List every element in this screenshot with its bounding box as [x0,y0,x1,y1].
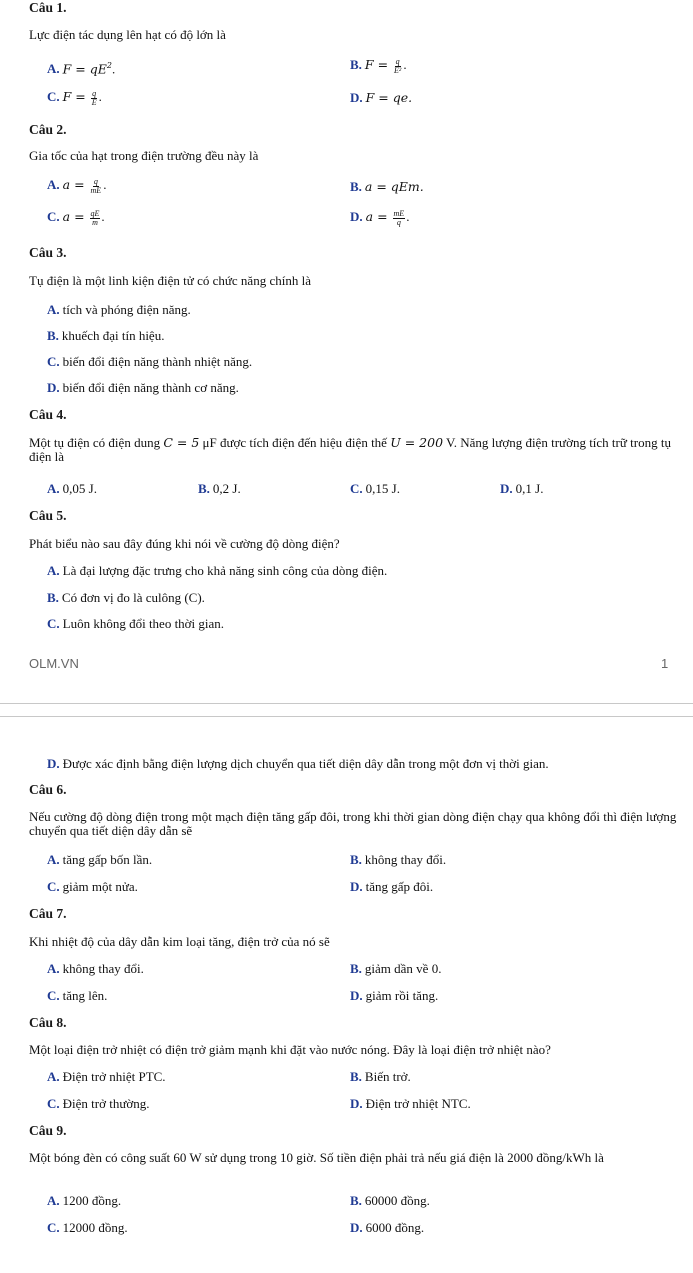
option-d[interactable] [350,879,433,895]
option-letter: B. [350,179,362,194]
option-math: F = [62,89,90,104]
option-math: a = qEm. [364,179,424,194]
option-letter: B. [198,481,210,496]
option-letter: A. [47,1069,60,1084]
option-text: biến đổi điện năng thành nhiệt năng. [62,354,253,369]
fraction [393,210,406,227]
option-text: 1200 đồng. [62,1193,122,1208]
stem-text: V. Năng lượng điện trường tích trữ trong tụ điện là [29,435,671,464]
option-text: Điện trở thường. [62,1096,150,1111]
option-letter: C. [350,481,363,496]
option-letter: A. [47,61,60,77]
option-letter: D. [350,1220,363,1235]
question-stem: Một loại điện trở nhiệt có điện trở giảm mạnh khi đặt vào nước nóng. Đây là loại điện trở nhiệt nào? [29,1042,551,1057]
option-letter: C. [47,616,60,631]
question-stem: Tụ điện là một linh kiện điện tử có chức năng chính là [29,273,311,288]
question-title: Câu 7. [29,906,67,921]
question-title: Câu 8. [29,1015,67,1030]
option-letter: D. [350,988,363,1003]
option-c[interactable] [47,354,252,370]
option-letter: B. [47,328,59,343]
option-text: 0,05 J. [62,481,97,496]
option-d[interactable] [350,1220,424,1236]
option-text: Điện trở nhiệt NTC. [365,1096,471,1111]
option-c[interactable] [47,616,224,632]
question-stem: Gia tốc của hạt trong điện trường đều này là [29,148,259,163]
fraction [90,210,101,227]
option-punct: . [406,209,410,224]
option-punct: . [101,209,105,224]
fraction-denominator: q [396,217,401,227]
fraction-denominator: m [92,217,98,227]
option-a[interactable] [47,961,144,977]
option-d[interactable] [500,481,543,497]
option-d[interactable] [350,1096,471,1112]
option-letter: B. [350,57,362,72]
page-break [0,703,693,717]
option-b[interactable] [350,1069,411,1085]
question-stem: Khi nhiệt độ của dây dẫn kim loại tăng, điện trở của nó sẽ [29,934,330,949]
option-letter: C. [47,354,60,369]
option-letter: C. [47,1096,60,1111]
option-text: Là đại lượng đặc trưng cho khả năng sinh công của dòng điện. [62,563,388,578]
fraction-numerator: q [92,88,97,98]
option-letter: A. [47,302,60,317]
footer-brand: OLM.VN [29,656,79,671]
option-math: F = qe. [365,90,413,105]
option-math: a = [62,209,89,224]
option-c[interactable] [47,209,105,227]
option-a[interactable] [47,177,106,195]
option-c[interactable] [47,89,102,107]
option-d[interactable] [350,988,438,1004]
option-letter: D. [350,1096,363,1111]
option-a[interactable] [47,852,152,868]
option-letter: A. [47,177,60,192]
option-text: tích và phóng điện năng. [62,302,191,317]
option-text: Biến trở. [364,1069,411,1084]
option-text: không thay đổi. [364,852,447,867]
option-letter: B. [350,1069,362,1084]
option-c[interactable] [47,988,107,1004]
option-letter: A. [47,1193,60,1208]
option-b[interactable] [47,328,164,344]
option-punct: . [98,89,102,104]
option-letter: A. [47,481,60,496]
option-d[interactable] [350,90,412,106]
option-text: tăng gấp bốn lần. [62,852,153,867]
option-letter: A. [47,852,60,867]
option-letter: C. [47,209,60,224]
question-title: Câu 9. [29,1123,67,1138]
option-d[interactable] [47,756,549,772]
option-b[interactable] [47,590,205,606]
option-a[interactable] [47,1193,121,1209]
option-punct: . [111,61,116,77]
option-text: biến đổi điện năng thành cơ năng. [62,380,239,395]
question-stem: Phát biểu nào sau đây đúng khi nói về cường độ dòng điện? [29,536,340,551]
option-text: 0,15 J. [365,481,400,496]
question-title: Câu 3. [29,245,67,260]
option-text: 0,1 J. [515,481,544,496]
option-letter: C. [47,988,60,1003]
question-stem [29,436,679,464]
option-text: Được xác định bằng điện lượng dịch chuyển qua tiết diện dây dẫn trong một đơn vị thời gian. [62,756,549,771]
question-title: Câu 6. [29,782,67,797]
option-text: tăng lên. [62,988,108,1003]
option-text: 12000 đồng. [62,1220,128,1235]
option-b[interactable] [350,852,446,868]
option-letter: D. [350,90,363,105]
option-text: giảm rồi tăng. [365,988,439,1003]
stem-math: U = 200 [390,435,444,450]
option-d[interactable] [47,380,239,396]
fraction-numerator: qE [90,208,100,218]
stem-math: C = 5 [163,435,200,450]
fraction-denominator: mE [90,185,102,195]
question-title: Câu 1. [29,0,67,15]
option-a[interactable] [47,563,387,579]
option-letter: D. [47,756,60,771]
fraction [91,90,98,107]
option-letter: D. [350,209,363,224]
fraction-numerator: q [93,176,98,186]
option-text: Có đơn vị đo là culông (C). [61,590,205,605]
option-letter: A. [47,961,60,976]
option-c[interactable] [47,879,138,895]
option-math: a = [62,177,89,192]
option-text: không thay đổi. [62,961,144,976]
option-punct: . [403,57,407,72]
option-math: F = [364,57,393,72]
option-math-sup: 2 [106,61,112,70]
question-title: Câu 4. [29,407,67,422]
option-a[interactable] [47,302,191,318]
option-letter: B. [350,852,362,867]
option-b[interactable] [350,57,407,75]
option-b[interactable] [350,961,441,977]
fraction [393,58,402,75]
option-text: 0,2 J. [212,481,241,496]
question-title: Câu 2. [29,122,67,137]
question-stem: Lực điện tác dụng lên hạt có độ lớn là [29,27,226,42]
option-b[interactable] [350,179,424,195]
option-d[interactable] [350,209,409,227]
option-c[interactable] [47,1096,150,1112]
question-stem: Nếu cường độ dòng điện trong một mạch điện tăng gấp đôi, trong khi thời gian dòng điện chạy qua không đổi thì điện lượng chuyển qua tiết diện dây dẫn sẽ [29,809,677,838]
stem-text: Một tụ điện có điện dung [29,435,164,450]
fraction [90,178,103,195]
option-letter: C. [47,89,60,104]
question-title: Câu 5. [29,508,67,523]
option-letter: D. [47,380,60,395]
option-b[interactable] [350,1193,430,1209]
option-letter: C. [47,879,60,894]
option-text: tăng gấp đôi. [365,879,434,894]
fraction-denominator: E [91,97,97,107]
option-text: giảm một nửa. [62,879,138,894]
stem-text: μF được tích điện đến hiệu điện thế [199,435,391,450]
option-letter: B. [350,961,362,976]
option-c[interactable] [350,481,400,497]
option-letter: D. [350,879,363,894]
option-text: 6000 đồng. [365,1220,425,1235]
option-text: khuếch đại tín hiệu. [61,328,165,343]
fraction-numerator: q [395,56,400,66]
option-math: F = qE [62,61,107,77]
option-a[interactable] [47,1069,166,1085]
option-a[interactable] [47,481,97,497]
option-text: Điện trở nhiệt PTC. [62,1069,166,1084]
fraction-denominator: E² [394,65,402,75]
page-number: 1 [661,656,669,671]
question-stem: Một bóng đèn có công suất 60 W sử dụng trong 10 giờ. Số tiền điện phải trả nếu giá điện là 2000 đồng/kWh là [29,1150,604,1165]
option-a[interactable] [47,58,115,77]
option-text: Luôn không đổi theo thời gian. [62,616,225,631]
fraction-numerator: mE [393,208,405,218]
option-text: giảm dần về 0. [364,961,442,976]
option-math: a = [365,209,392,224]
option-letter: A. [47,563,60,578]
option-letter: C. [47,1220,60,1235]
option-letter: D. [500,481,513,496]
option-text: 60000 đồng. [364,1193,430,1208]
option-letter: B. [350,1193,362,1208]
option-punct: . [103,177,107,192]
option-letter: B. [47,590,59,605]
option-b[interactable] [198,481,241,497]
option-c[interactable] [47,1220,128,1236]
